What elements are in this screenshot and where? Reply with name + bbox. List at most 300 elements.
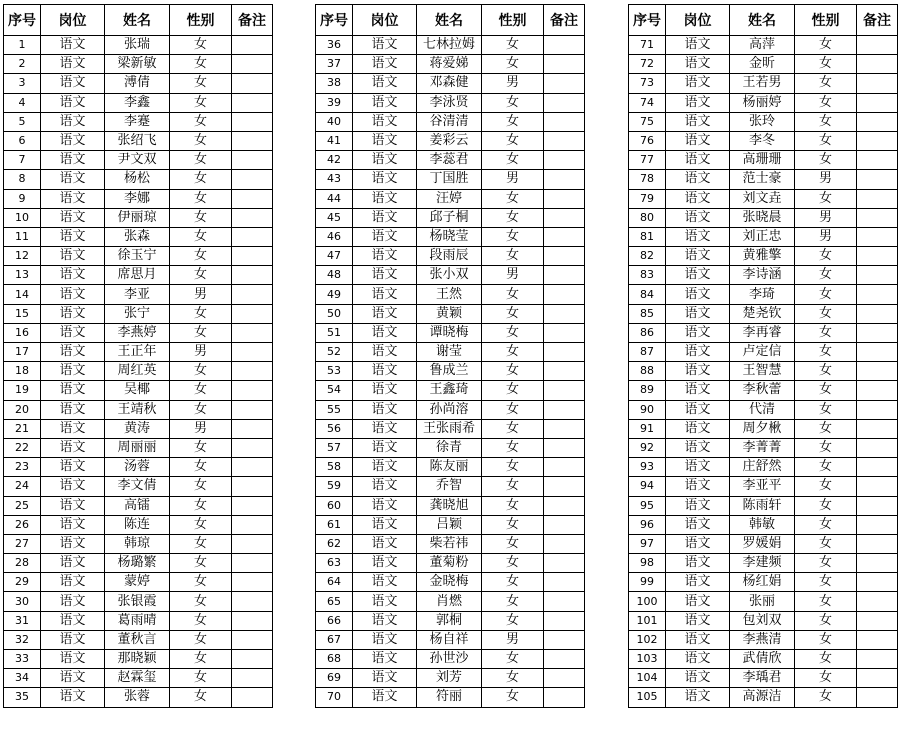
- cell-gender: 男: [795, 170, 857, 189]
- cell-gender: 女: [482, 400, 544, 419]
- table-row: [316, 362, 585, 381]
- cell-name: 李亚平: [730, 477, 795, 496]
- cell-note: [857, 688, 898, 707]
- table-row: [316, 630, 585, 649]
- cell-no: 57: [316, 438, 353, 457]
- cell-position: 语文: [41, 688, 105, 707]
- cell-no: 12: [4, 247, 41, 266]
- cell-no: 36: [316, 36, 353, 55]
- cell-name: 汤蓉: [105, 458, 170, 477]
- cell-gender: 女: [482, 381, 544, 400]
- cell-position: 语文: [666, 131, 730, 150]
- cell-gender: 女: [170, 304, 232, 323]
- cell-no: 89: [629, 381, 666, 400]
- table-row: [316, 55, 585, 74]
- cell-gender: 女: [170, 131, 232, 150]
- cell-note: [857, 630, 898, 649]
- cell-gender: 女: [482, 438, 544, 457]
- cell-name: 梁新敏: [105, 55, 170, 74]
- cell-no: 68: [316, 650, 353, 669]
- cell-note: [232, 266, 273, 285]
- cell-note: [544, 669, 585, 688]
- cell-position: 语文: [666, 323, 730, 342]
- cell-position: 语文: [666, 227, 730, 246]
- cell-note: [232, 419, 273, 438]
- cell-no: 82: [629, 247, 666, 266]
- table-row: [4, 189, 273, 208]
- cell-no: 47: [316, 247, 353, 266]
- cell-gender: 女: [170, 458, 232, 477]
- cell-name: 七林拉姆: [417, 36, 482, 55]
- cell-name: 张玲: [730, 112, 795, 131]
- cell-no: 16: [4, 323, 41, 342]
- cell-name: 孙尚溶: [417, 400, 482, 419]
- cell-gender: 女: [482, 592, 544, 611]
- cell-name: 张宁: [105, 304, 170, 323]
- table-row: [316, 534, 585, 553]
- header-no: 序号: [316, 5, 353, 36]
- header-row: [316, 5, 585, 36]
- cell-note: [544, 381, 585, 400]
- table-row: [4, 573, 273, 592]
- cell-position: 语文: [353, 381, 417, 400]
- table-row: [316, 227, 585, 246]
- cell-note: [857, 534, 898, 553]
- cell-note: [232, 573, 273, 592]
- cell-no: 43: [316, 170, 353, 189]
- cell-note: [544, 477, 585, 496]
- cell-note: [544, 343, 585, 362]
- cell-gender: 男: [482, 170, 544, 189]
- cell-gender: 女: [795, 285, 857, 304]
- cell-note: [857, 362, 898, 381]
- cell-position: 语文: [353, 669, 417, 688]
- cell-no: 26: [4, 515, 41, 534]
- cell-gender: 女: [482, 247, 544, 266]
- table-row: [316, 36, 585, 55]
- cell-name: 杨丽婷: [730, 93, 795, 112]
- cell-position: 语文: [41, 36, 105, 55]
- cell-name: 高珊珊: [730, 151, 795, 170]
- cell-no: 62: [316, 534, 353, 553]
- table-row: [316, 151, 585, 170]
- cell-name: 韩敏: [730, 515, 795, 534]
- cell-no: 4: [4, 93, 41, 112]
- cell-note: [544, 170, 585, 189]
- cell-note: [232, 496, 273, 515]
- cell-gender: 女: [482, 343, 544, 362]
- cell-position: 语文: [41, 496, 105, 515]
- header-name: 姓名: [417, 5, 482, 36]
- cell-no: 41: [316, 131, 353, 150]
- table-row: [316, 592, 585, 611]
- cell-name: 王张雨希: [417, 419, 482, 438]
- cell-gender: 女: [170, 630, 232, 649]
- table-row: [629, 592, 898, 611]
- cell-gender: 女: [170, 36, 232, 55]
- cell-note: [857, 381, 898, 400]
- cell-no: 102: [629, 630, 666, 649]
- cell-position: 语文: [353, 151, 417, 170]
- cell-name: 陈雨轩: [730, 496, 795, 515]
- cell-note: [232, 189, 273, 208]
- cell-gender: 女: [170, 362, 232, 381]
- cell-no: 29: [4, 573, 41, 592]
- cell-position: 语文: [353, 112, 417, 131]
- header-name: 姓名: [730, 5, 795, 36]
- cell-name: 杨璐繁: [105, 554, 170, 573]
- cell-gender: 女: [795, 496, 857, 515]
- roster-body: [4, 36, 273, 708]
- cell-position: 语文: [353, 400, 417, 419]
- cell-name: 金晓梅: [417, 573, 482, 592]
- cell-note: [544, 534, 585, 553]
- cell-no: 66: [316, 611, 353, 630]
- cell-note: [857, 36, 898, 55]
- cell-note: [544, 36, 585, 55]
- cell-position: 语文: [666, 515, 730, 534]
- cell-no: 63: [316, 554, 353, 573]
- cell-note: [232, 630, 273, 649]
- cell-name: 高萍: [730, 36, 795, 55]
- table-row: [316, 688, 585, 707]
- cell-position: 语文: [666, 496, 730, 515]
- cell-gender: 女: [170, 515, 232, 534]
- cell-name: 黄雅擎: [730, 247, 795, 266]
- cell-gender: 女: [795, 611, 857, 630]
- cell-no: 67: [316, 630, 353, 649]
- cell-name: 徐玉宁: [105, 247, 170, 266]
- cell-gender: 女: [170, 227, 232, 246]
- cell-gender: 女: [482, 419, 544, 438]
- cell-no: 65: [316, 592, 353, 611]
- cell-no: 97: [629, 534, 666, 553]
- cell-gender: 女: [482, 151, 544, 170]
- table-row: [629, 74, 898, 93]
- cell-name: 姜彩云: [417, 131, 482, 150]
- cell-position: 语文: [41, 419, 105, 438]
- cell-note: [544, 112, 585, 131]
- cell-note: [544, 247, 585, 266]
- cell-gender: 女: [170, 55, 232, 74]
- cell-no: 11: [4, 227, 41, 246]
- cell-name: 李诗涵: [730, 266, 795, 285]
- roster-table-middle: [315, 4, 585, 708]
- cell-position: 语文: [41, 477, 105, 496]
- table-row: [4, 74, 273, 93]
- table-row: [316, 131, 585, 150]
- cell-position: 语文: [666, 343, 730, 362]
- cell-no: 14: [4, 285, 41, 304]
- cell-note: [857, 515, 898, 534]
- cell-note: [544, 688, 585, 707]
- cell-name: 张小双: [417, 266, 482, 285]
- cell-name: 邱子桐: [417, 208, 482, 227]
- cell-no: 87: [629, 343, 666, 362]
- table-row: [316, 400, 585, 419]
- cell-name: 席思月: [105, 266, 170, 285]
- cell-name: 金昕: [730, 55, 795, 74]
- cell-name: 李鑫: [105, 93, 170, 112]
- cell-note: [857, 458, 898, 477]
- cell-no: 71: [629, 36, 666, 55]
- cell-name: 谭晓梅: [417, 323, 482, 342]
- cell-gender: 女: [170, 247, 232, 266]
- cell-note: [544, 189, 585, 208]
- cell-name: 李菁菁: [730, 438, 795, 457]
- cell-position: 语文: [41, 630, 105, 649]
- cell-name: 李再睿: [730, 323, 795, 342]
- cell-no: 27: [4, 534, 41, 553]
- cell-note: [232, 477, 273, 496]
- cell-no: 84: [629, 285, 666, 304]
- table-row: [629, 343, 898, 362]
- table-row: [316, 554, 585, 573]
- cell-gender: 女: [170, 381, 232, 400]
- cell-note: [857, 554, 898, 573]
- cell-no: 79: [629, 189, 666, 208]
- cell-no: 77: [629, 151, 666, 170]
- cell-name: 王鑫琦: [417, 381, 482, 400]
- cell-note: [857, 208, 898, 227]
- cell-name: 杨自祥: [417, 630, 482, 649]
- cell-position: 语文: [353, 362, 417, 381]
- cell-position: 语文: [666, 36, 730, 55]
- cell-position: 语文: [41, 650, 105, 669]
- cell-note: [232, 458, 273, 477]
- cell-name: 刘芳: [417, 669, 482, 688]
- cell-note: [232, 669, 273, 688]
- cell-gender: 女: [795, 534, 857, 553]
- roster-table-right: [628, 4, 898, 708]
- cell-position: 语文: [41, 515, 105, 534]
- cell-no: 17: [4, 343, 41, 362]
- cell-name: 张丽: [730, 592, 795, 611]
- table-row: [4, 362, 273, 381]
- cell-name: 龚晓旭: [417, 496, 482, 515]
- cell-note: [232, 650, 273, 669]
- cell-name: 尹文双: [105, 151, 170, 170]
- table-row: [316, 573, 585, 592]
- roster-table-left: [3, 4, 273, 708]
- cell-no: 28: [4, 554, 41, 573]
- table-row: [316, 496, 585, 515]
- roster-body: [316, 36, 585, 708]
- cell-no: 34: [4, 669, 41, 688]
- cell-no: 52: [316, 343, 353, 362]
- cell-note: [232, 247, 273, 266]
- cell-no: 20: [4, 400, 41, 419]
- table-row: [4, 650, 273, 669]
- cell-position: 语文: [41, 170, 105, 189]
- cell-no: 3: [4, 74, 41, 93]
- table-row: [316, 419, 585, 438]
- cell-no: 25: [4, 496, 41, 515]
- header-row: [629, 5, 898, 36]
- cell-position: 语文: [666, 247, 730, 266]
- cell-name: 代清: [730, 400, 795, 419]
- cell-no: 75: [629, 112, 666, 131]
- cell-no: 93: [629, 458, 666, 477]
- table-row: [629, 419, 898, 438]
- cell-name: 李蹇: [105, 112, 170, 131]
- roster-body: [629, 36, 898, 708]
- cell-position: 语文: [353, 611, 417, 630]
- cell-position: 语文: [41, 669, 105, 688]
- cell-name: 张绍飞: [105, 131, 170, 150]
- cell-no: 103: [629, 650, 666, 669]
- cell-name: 杨松: [105, 170, 170, 189]
- cell-name: 徐青: [417, 438, 482, 457]
- cell-no: 37: [316, 55, 353, 74]
- cell-name: 王靖秋: [105, 400, 170, 419]
- cell-note: [232, 362, 273, 381]
- cell-no: 1: [4, 36, 41, 55]
- cell-note: [857, 650, 898, 669]
- cell-no: 44: [316, 189, 353, 208]
- cell-name: 李亚: [105, 285, 170, 304]
- cell-position: 语文: [666, 189, 730, 208]
- cell-note: [857, 573, 898, 592]
- table-row: [316, 285, 585, 304]
- cell-no: 78: [629, 170, 666, 189]
- cell-gender: 女: [482, 554, 544, 573]
- table-row: [4, 477, 273, 496]
- cell-gender: 女: [795, 304, 857, 323]
- header-gender: 性别: [170, 5, 232, 36]
- cell-note: [544, 650, 585, 669]
- cell-gender: 女: [170, 688, 232, 707]
- cell-position: 语文: [353, 55, 417, 74]
- cell-name: 谷清清: [417, 112, 482, 131]
- cell-no: 38: [316, 74, 353, 93]
- cell-note: [857, 496, 898, 515]
- cell-no: 70: [316, 688, 353, 707]
- cell-position: 语文: [41, 227, 105, 246]
- cell-name: 蒙婷: [105, 573, 170, 592]
- cell-position: 语文: [666, 93, 730, 112]
- cell-note: [232, 304, 273, 323]
- cell-position: 语文: [353, 285, 417, 304]
- cell-gender: 女: [482, 36, 544, 55]
- cell-position: 语文: [353, 554, 417, 573]
- cell-position: 语文: [666, 438, 730, 457]
- cell-position: 语文: [41, 208, 105, 227]
- cell-no: 10: [4, 208, 41, 227]
- cell-note: [857, 170, 898, 189]
- cell-note: [232, 93, 273, 112]
- table-row: [629, 554, 898, 573]
- table-row: [316, 189, 585, 208]
- cell-position: 语文: [41, 131, 105, 150]
- cell-note: [857, 93, 898, 112]
- cell-note: [232, 208, 273, 227]
- cell-gender: 女: [170, 496, 232, 515]
- cell-note: [857, 592, 898, 611]
- cell-note: [544, 458, 585, 477]
- cell-note: [544, 266, 585, 285]
- cell-no: 55: [316, 400, 353, 419]
- cell-position: 语文: [41, 189, 105, 208]
- cell-position: 语文: [41, 266, 105, 285]
- cell-gender: 女: [482, 650, 544, 669]
- cell-gender: 女: [795, 438, 857, 457]
- cell-name: 汪婷: [417, 189, 482, 208]
- cell-gender: 女: [170, 266, 232, 285]
- cell-gender: 女: [482, 515, 544, 534]
- cell-note: [857, 304, 898, 323]
- table-row: [4, 170, 273, 189]
- cell-no: 32: [4, 630, 41, 649]
- cell-note: [857, 438, 898, 457]
- cell-name: 张晓晨: [730, 208, 795, 227]
- cell-no: 48: [316, 266, 353, 285]
- table-row: [629, 515, 898, 534]
- cell-note: [232, 400, 273, 419]
- cell-note: [232, 438, 273, 457]
- table-row: [4, 304, 273, 323]
- cell-gender: 女: [482, 285, 544, 304]
- cell-name: 邓森健: [417, 74, 482, 93]
- cell-note: [544, 419, 585, 438]
- cell-note: [857, 266, 898, 285]
- table-row: [4, 554, 273, 573]
- header-note: 备注: [857, 5, 898, 36]
- cell-name: 楚尧钦: [730, 304, 795, 323]
- table-row: [4, 131, 273, 150]
- cell-gender: 女: [795, 688, 857, 707]
- cell-name: 刘文垚: [730, 189, 795, 208]
- cell-no: 73: [629, 74, 666, 93]
- cell-position: 语文: [666, 381, 730, 400]
- cell-note: [544, 227, 585, 246]
- cell-no: 92: [629, 438, 666, 457]
- cell-name: 肖燃: [417, 592, 482, 611]
- table-row: [4, 285, 273, 304]
- table-row: [629, 496, 898, 515]
- cell-position: 语文: [41, 400, 105, 419]
- cell-note: [232, 343, 273, 362]
- cell-gender: 女: [170, 170, 232, 189]
- cell-gender: 男: [170, 343, 232, 362]
- cell-no: 33: [4, 650, 41, 669]
- cell-note: [232, 36, 273, 55]
- cell-name: 谢莹: [417, 343, 482, 362]
- table-row: [4, 227, 273, 246]
- cell-note: [857, 611, 898, 630]
- table-row: [629, 534, 898, 553]
- cell-name: 董秋言: [105, 630, 170, 649]
- cell-position: 语文: [353, 419, 417, 438]
- cell-position: 语文: [353, 592, 417, 611]
- table-row: [629, 189, 898, 208]
- table-row: [4, 93, 273, 112]
- cell-no: 46: [316, 227, 353, 246]
- cell-gender: 女: [170, 93, 232, 112]
- cell-no: 72: [629, 55, 666, 74]
- cell-name: 周丽丽: [105, 438, 170, 457]
- cell-no: 15: [4, 304, 41, 323]
- cell-no: 35: [4, 688, 41, 707]
- cell-no: 60: [316, 496, 353, 515]
- table-row: [4, 112, 273, 131]
- cell-position: 语文: [353, 266, 417, 285]
- cell-no: 81: [629, 227, 666, 246]
- cell-gender: 男: [482, 74, 544, 93]
- cell-name: 刘正忠: [730, 227, 795, 246]
- cell-name: 卢定信: [730, 343, 795, 362]
- cell-note: [544, 573, 585, 592]
